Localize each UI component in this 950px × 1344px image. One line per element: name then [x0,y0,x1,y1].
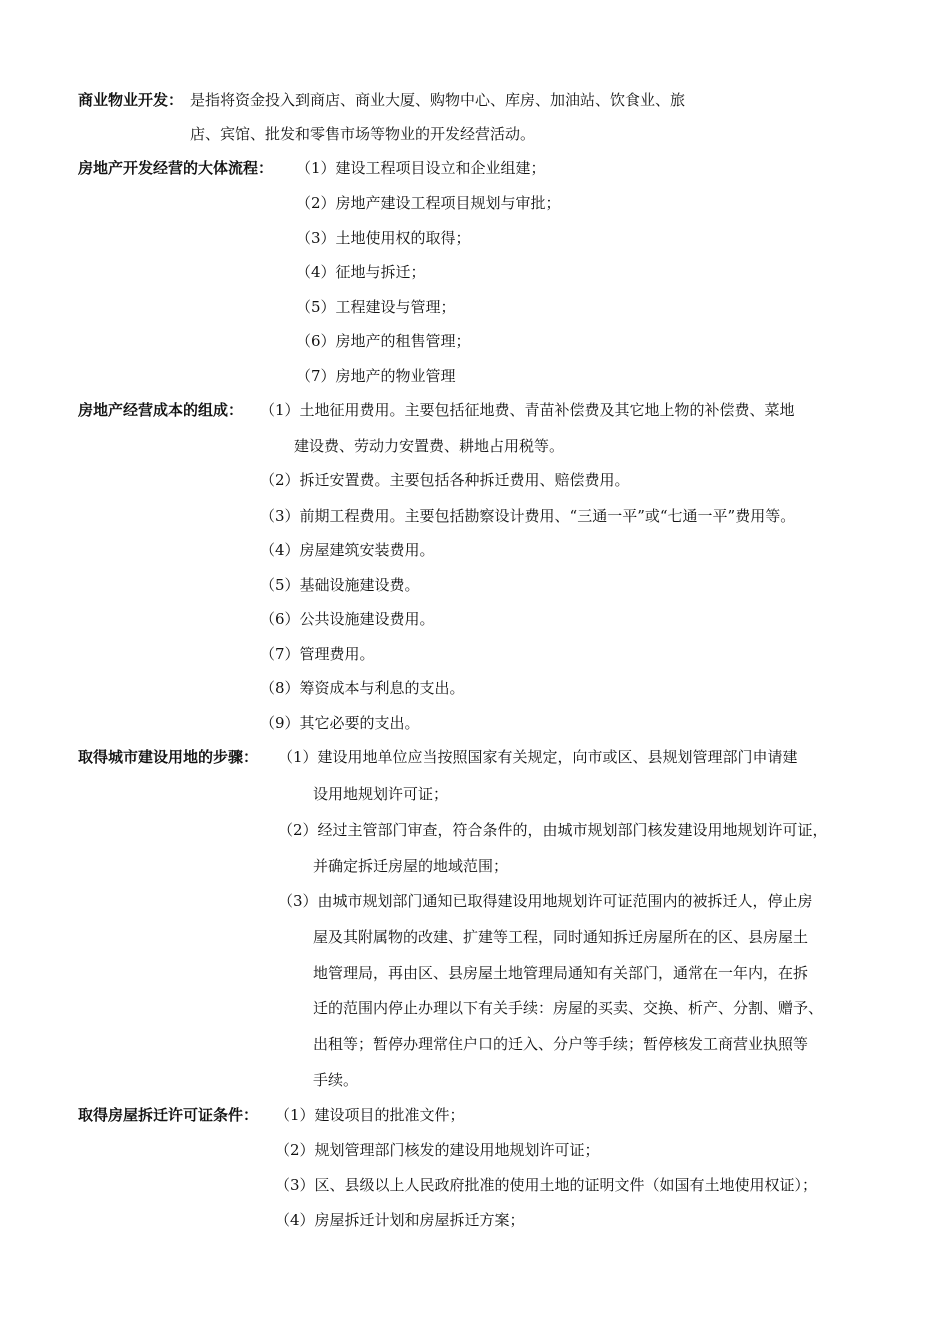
heading-land-acquisition-steps: 取得城市建设用地的步骤： [78,748,259,766]
cost-item-7: （7）管理费用。 [260,645,375,663]
step-2-line-2: 并确定拆迁房屋的地域范围； [313,857,509,875]
definition-line-2: 店、宾馆、批发和零售市场等物业的开发经营活动。 [190,125,536,143]
permit-condition-3: （3）区、县级以上人民政府批准的使用土地的证明文件（如国有土地使用权证）； [275,1176,818,1194]
cost-item-5: （5）基础设施建设费。 [260,576,420,594]
process-item-1: （1）建设工程项目设立和企业组建； [296,159,546,177]
permit-condition-2: （2）规划管理部门核发的建设用地规划许可证； [275,1141,600,1159]
process-item-5: （5）工程建设与管理； [296,298,456,316]
process-item-2: （2）房地产建设工程项目规划与审批； [296,194,561,212]
step-3-line-4: 迁的范围内停止办理以下有关手续：房屋的买卖、交换、析产、分割、赠予、 [313,999,824,1017]
cost-item-1-line-2: 建设费、劳动力安置费、耕地占用税等。 [294,437,565,455]
process-item-3: （3）土地使用权的取得； [296,229,471,247]
cost-item-3: （3）前期工程费用。主要包括勘察设计费用、“三通一平”或“七通一平”费用等。 [260,507,796,525]
definition-line-1: 是指将资金投入到商店、商业大厦、购物中心、库房、加油站、饮食业、旅 [190,91,686,109]
cost-item-8: （8）筹资成本与利息的支出。 [260,679,465,697]
permit-condition-4: （4）房屋拆迁计划和房屋拆迁方案； [275,1211,525,1229]
heading-development-process: 房地产开发经营的大体流程： [78,159,274,177]
cost-item-2: （2）拆迁安置费。主要包括各种拆迁费用、赔偿费用。 [260,471,630,489]
process-item-7: （7）房地产的物业管理 [296,367,456,385]
heading-operating-costs: 房地产经营成本的组成： [78,401,244,419]
cost-item-9: （9）其它必要的支出。 [260,714,420,732]
cost-item-4: （4）房屋建筑安装费用。 [260,541,435,559]
cost-item-6: （6）公共设施建设费用。 [260,610,435,628]
step-2-line-1: （2）经过主管部门审查，符合条件的，由城市规划部门核发建设用地规划许可证， [278,821,828,839]
process-item-4: （4）征地与拆迁； [296,263,426,281]
process-item-6: （6）房地产的租售管理； [296,332,471,350]
step-3-line-3: 地管理局，再由区、县房屋土地管理局通知有关部门，通常在一年内，在拆 [313,964,809,982]
step-3-line-6: 手续。 [313,1071,359,1089]
step-1-line-1: （1）建设用地单位应当按照国家有关规定，向市或区、县规划管理部门申请建 [278,748,798,766]
permit-condition-1: （1）建设项目的批准文件； [275,1106,465,1124]
heading-demolition-permit-conditions: 取得房屋拆迁许可证条件： [78,1106,259,1124]
cost-item-1-line-1: （1）土地征用费用。主要包括征地费、青苗补偿费及其它地上物的补偿费、菜地 [260,401,795,419]
step-3-line-2: 屋及其附属物的改建、扩建等工程，同时通知拆迁房屋所在的区、县房屋土 [313,928,809,946]
step-1-line-2: 设用地规划许可证； [313,785,449,803]
heading-commercial-property-development: 商业物业开发： [78,91,184,109]
step-3-line-1: （3）由城市规划部门通知已取得建设用地规划许可证范围内的被拆迁人，停止房 [278,892,813,910]
step-3-line-5: 出租等；暂停办理常住户口的迁入、分户等手续；暂停核发工商营业执照等 [313,1035,809,1053]
